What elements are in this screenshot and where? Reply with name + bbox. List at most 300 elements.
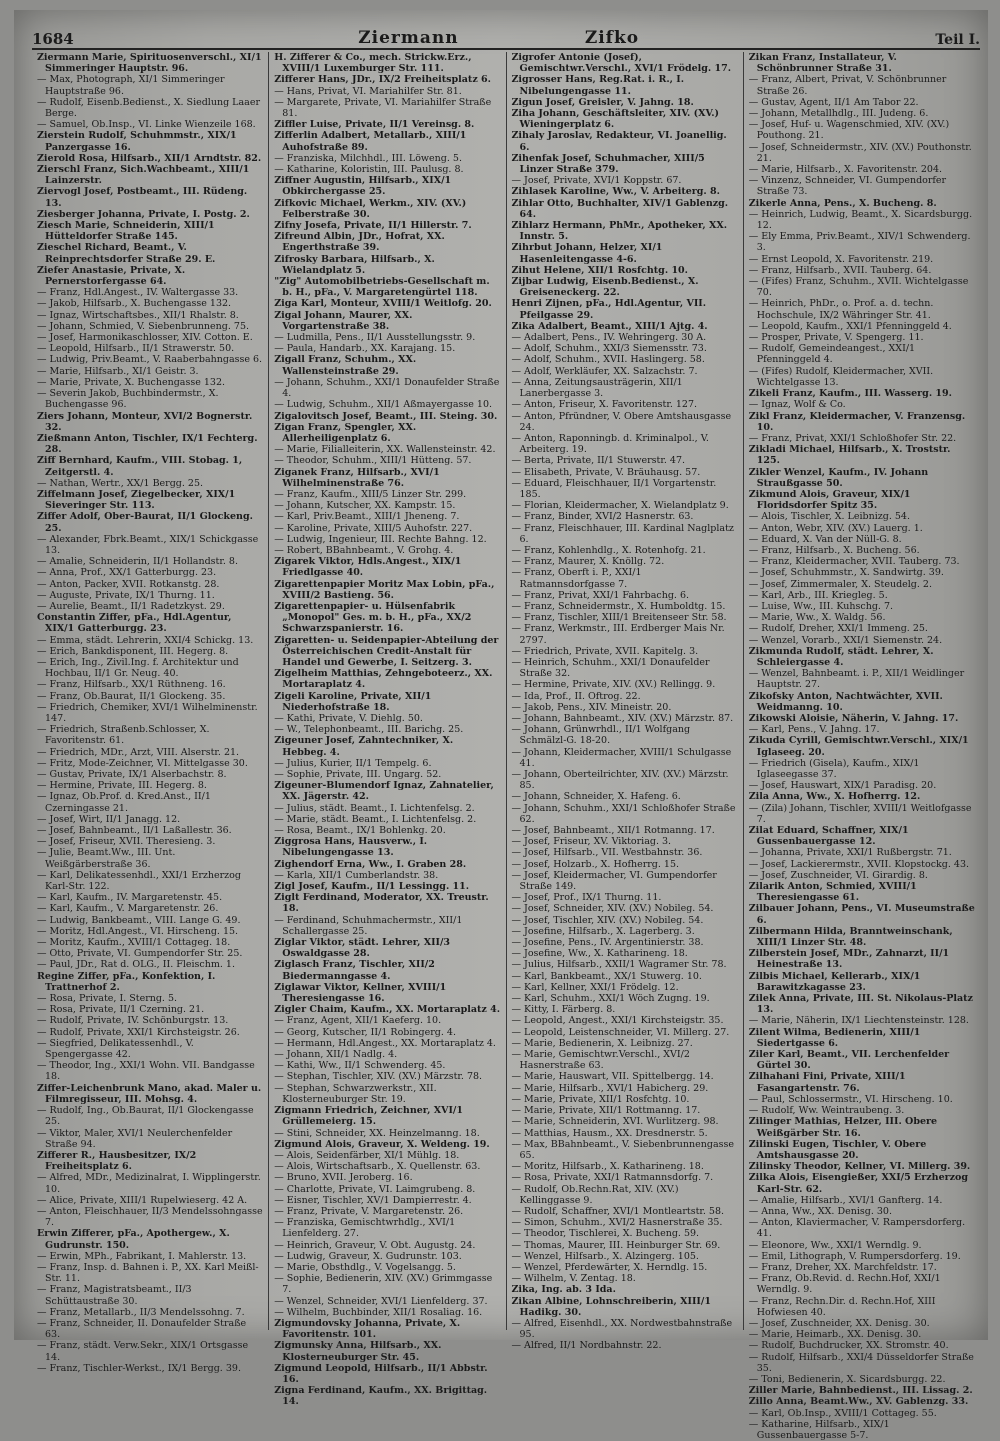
- directory-entry: — Elisabeth, Private, V. Bräuhausg. 57.: [511, 466, 701, 478]
- directory-entry: Zihenfak Josef, Schuhmacher, XIII/5 Linzer Straße 379.: [511, 152, 705, 176]
- directory-entry: — Gustav, Private, IX/1 Alserbachstr. 8.: [37, 769, 227, 780]
- directory-entry: — Leopold, Hilfsarb., II/1 Strawerstr. 50.: [37, 343, 235, 355]
- directory-entry: Zikl Franz, Kleidermacher, V. Franzensg. 10.: [748, 410, 966, 433]
- directory-entry: — Johann, Kutscher, XX. Kampstr. 15.: [274, 500, 456, 512]
- directory-entry: Zilbauer Johann, Pens., VI. Museumstraße 6.: [748, 903, 975, 926]
- directory-entry: — Marie, Private, XII/1 Rottmanng. 17.: [511, 1105, 701, 1117]
- directory-entry: — Ludmilla, Pens., II/1 Ausstellungsstr. 9.: [274, 332, 476, 344]
- directory-entry: — Nathan, Wertr., XX/1 Bergg. 25.: [37, 477, 204, 489]
- directory-entry: Zikowski Aloisie, Näherin, V. Jahng. 17.: [748, 712, 959, 724]
- directory-entry: — Rosa, Private, II/1 Czerning. 21.: [37, 1004, 205, 1016]
- directory-entry: — Franziska, Milchhdl., III. Löweng. 5.: [274, 152, 462, 164]
- directory-entry: — Rosa, Private, I. Sterng. 5.: [37, 993, 178, 1005]
- directory-entry: Zigarettenpapier- u. Hülsenfabrik „Monopol" Ges. m. b. H., pFa., XX/2 Schwarzspanierstr. 16.: [274, 600, 472, 635]
- directory-entry: — Paula, Handarb., XX. Karajang. 15.: [274, 343, 456, 355]
- directory-entry: Constantin Ziffer, pFa., Hdl.Agentur, XIX/1 Gatterburgg. 23.: [37, 612, 232, 635]
- directory-entry: — Johann, Grünwrhdl., II/1 Wolfgang Schmälzl-G. 18-20.: [511, 724, 691, 747]
- directory-entry: — Bruno, XVII. Jeroberg. 16.: [274, 1172, 413, 1184]
- directory-entry: — Josef, Lackierermstr., XVII. Klopstockg. 43.: [748, 858, 970, 870]
- directory-entry: — Josef, Friseur, XVII. Theresieng. 3.: [37, 836, 216, 848]
- directory-entry: — Georg, Kutscher, II/1 Robingerg. 4.: [274, 1026, 456, 1038]
- directory-entry: — Anna, Ww., XX. Denisg. 30.: [748, 1205, 892, 1217]
- directory-entry: — Josef, Zimmermaler, X. Steudelg. 2.: [748, 578, 932, 590]
- directory-entry: — Margarete, Private, VI. Mariahilfer Straße 81.: [274, 96, 492, 120]
- directory-entry: — Karl, Bankbeamt., XX/1 Stuwerg. 10.: [511, 970, 702, 982]
- directory-entry: Zihlasek Karoline, Ww., V. Arbeiterg. 8.: [511, 186, 720, 198]
- directory-entry: — Berta, Private, II/1 Stuwerstr. 47.: [511, 455, 686, 467]
- directory-entry: — Karl, Pens., V. Jahng. 17.: [748, 724, 880, 736]
- directory-entry: — Josef, Harmonikaschlosser, XIV. Cotton. E.: [37, 332, 253, 344]
- directory-entry: — Heinrich, Ludwig, Beamt., X. Sicardsburgg. 12.: [748, 208, 973, 232]
- directory-entry: — Ludwig, Schuhm., XII/1 Aßmayergasse 10.: [274, 399, 493, 411]
- directory-entry: Zigeuner Josef, Zahntechniker, X. Hebbeg. 4.: [274, 735, 454, 758]
- directory-entry: — Robert, BBahnbeamt., V. Grohg. 4.: [274, 544, 454, 556]
- directory-entry: — Marie, Bedienerin, X. Leibnizg. 27.: [511, 1037, 693, 1049]
- directory-entry: — Amalie, Schneiderin, II/1 Hollandstr. 8.: [37, 556, 238, 568]
- directory-entry: — Moritz, Hdl.Angest., VI. Hirscheng. 15.: [37, 925, 239, 937]
- directory-entry: — Max, BBahnbeamt., V. Siebenbrunnengasse 65.: [511, 1138, 734, 1161]
- directory-entry: — Marie, Gemischtwr.Verschl., XVI/2 Hasnerstraße 63.: [511, 1049, 690, 1072]
- directory-entry: — Karl, Priv.Beamt., XIII/1 Jheneng. 7.: [274, 511, 460, 523]
- directory-entry: Zifrosky Barbara, Hilfsarb., X. Wielandplatz 5.: [274, 253, 435, 276]
- directory-entry: Zilarik Anton, Schmied, XVIII/1 Theresiengasse 61.: [748, 881, 917, 904]
- directory-entry: Zigna Ferdinand, Kaufm., XX. Brigittag. 14.: [274, 1385, 488, 1408]
- directory-entry: Zigeuner-Blumendorf Ignaz, Zahnatelier, XX. Jägerstr. 42.: [274, 780, 494, 803]
- directory-entry: Ziefer Anastasie, Private, X. Pernerstorfergasse 64.: [37, 264, 186, 288]
- directory-entry: Ziha Johann, Geschäftsleiter, XIV. (XV.) Wieningerplatz 6.: [511, 108, 720, 131]
- directory-entry: — Josef, Huf- u. Wagenschmied, XIV. (XV.) Pouthong. 21.: [748, 119, 950, 142]
- directory-entry: Zillo Anna, Beamt.Ww., XV. Gablenzg. 33.: [748, 1396, 969, 1408]
- directory-entry: — Karoline, Private, XIII/5 Auhofstr. 227.: [274, 522, 473, 534]
- directory-entry: — Marie, städt. Beamt., I. Lichtenfelsg. 2.: [274, 813, 477, 825]
- directory-entry: — Marie, Hilfsarb., XVI/1 Habicherg. 29.: [511, 1082, 709, 1094]
- directory-entry: — Franz, Oberft i. P., XXI/1 Ratmannsdorfgasse 7.: [511, 567, 642, 590]
- directory-entry: — Johanna, Private, XXI/1 Rußbergstr. 71.: [748, 847, 952, 859]
- directory-entry: — Franz, Dreher, XX. Marchfeldstr. 17.: [748, 1261, 937, 1273]
- directory-entry: — Franz, städt. Verw.Sekr., XIX/1 Ortsgasse 14.: [37, 1340, 249, 1363]
- directory-entry: — Franz, Schneider, II. Donaufelder Straße 63.: [37, 1317, 247, 1341]
- directory-entry: — Alois, Tischler, X. Leibnizg. 54.: [748, 511, 910, 523]
- directory-entry: — Franz, Maurer, X. Knöllg. 72.: [511, 556, 665, 568]
- directory-entry: — Marie, Näherin, IX/1 Liechtensteinstr. 128.: [748, 1015, 969, 1027]
- directory-entry: — Kathi, Private, V. Diehlg. 50.: [274, 712, 423, 724]
- directory-entry: — Adolf, Schuhm., XXI/3 Siemensstr. 73.: [511, 343, 707, 355]
- directory-entry: Zigarek Viktor, Hdls.Angest., XIX/1 Friedlgasse 40.: [274, 556, 462, 579]
- directory-entry: — Julie, Beamt.Ww., III. Unt. Weißgärberstraße 36.: [37, 847, 176, 870]
- directory-entry: Zihut Helene, XII/1 Rosfchtg. 10.: [511, 264, 688, 276]
- directory-entry: — Josef, Prof., IX/1 Thurng. 11.: [511, 892, 662, 904]
- directory-entry: Zierschl Franz, Sich.Wachbeamt., XIII/1 Lainzerstr.: [37, 164, 250, 187]
- directory-entry: — Adolf, Werkläufer, XX. Salzachstr. 7.: [511, 365, 698, 377]
- directory-entry: — Franz, Private, V. Margaretenstr. 26.: [274, 1205, 464, 1217]
- directory-entry: — Katharine, Koloristin, III. Paulusg. 8.: [274, 164, 464, 176]
- directory-entry: — Josef, Tischler, XIV. (XV.) Nobileg. 54.: [511, 914, 704, 926]
- running-head-left: Ziermann: [358, 28, 459, 48]
- directory-entry: — Anton, Raponningb. d. Kriminalpol., V. Arbeiterg. 19.: [511, 432, 709, 456]
- directory-entry: — Johann, Metallhdlg., III. Judeng. 6.: [748, 108, 929, 120]
- directory-entry: — Marie, Hilfsarb., X. Favoritenstr. 204.: [748, 164, 943, 176]
- directory-entry: — Rudolf, Buchdrucker, XX. Stromstr. 40.: [748, 1340, 949, 1352]
- directory-entry: — Erich, Ing., Zivil.Ing. f. Architektur und Hochbau, II/1 Gr. Neug. 40.: [37, 656, 239, 680]
- directory-entry: Ziganek Franz, Hilfsarb., XVI/1 Wilhelminenstraße 76.: [274, 466, 440, 489]
- directory-entry: Ziglawar Viktor, Kellner, XVIII/1 Theresiengasse 16.: [274, 981, 447, 1005]
- directory-entry: — Leopold, Angest., XXI/1 Kirchsteigstr. 35.: [511, 1015, 724, 1027]
- directory-entry: — Anton, Friseur, X. Favoritenstr. 127.: [511, 399, 698, 411]
- directory-entry: — Rudolf, Gemeindeangest., XXI/1 Pfenninggeld 4.: [748, 343, 916, 366]
- directory-entry: — Sophie, Bedienerin, XIV. (XV.) Grimmgasse 7.: [274, 1273, 493, 1296]
- directory-entry: — Wenzel, Bahnbeamt. i. P., XII/1 Weidlinger Hauptstr. 27.: [748, 668, 965, 691]
- column-1: [32, 52, 269, 1374]
- directory-entry: — Wilhelm, V. Zentag. 18.: [511, 1273, 636, 1285]
- directory-entry: — Johann, Schneider, X. Hafeng. 6.: [511, 791, 681, 803]
- directory-entry: Zigrosser Hans, Reg.Rat. i. R., I. Nibelungengasse 11.: [511, 74, 685, 97]
- directory-entry: — Ferdinand, Schuhmachermstr., XII/1 Schallergasse 25.: [274, 914, 463, 937]
- directory-entry: Zießmann Anton, Tischler, IX/1 Fechterg. 28.: [37, 432, 258, 456]
- directory-entry: — Toni, Bedienerin, X. Sicardsburgg. 22.: [748, 1373, 946, 1385]
- directory-entry: — Rosa, Private, XXI/1 Ratmannsdorfg. 7.: [511, 1172, 714, 1184]
- directory-entry: — Franz, Fleischhauer, III. Kardinal Naglplatz 6.: [511, 522, 734, 545]
- directory-entry: — Karl, Schuhm., XXI/1 Wöch Zugng. 19.: [511, 993, 710, 1005]
- directory-entry: Zijbar Ludwig, Eisenb.Bedienst., X. Greiseneckerg. 22.: [511, 276, 699, 299]
- directory-entry: — Alexander, Fbrk.Beamt., XIX/1 Schickgasse 13.: [37, 533, 259, 556]
- directory-entry: Zifferer Hans, JDr., IX/2 Freiheitsplatz 6.: [274, 74, 491, 86]
- directory-entry: — Wenzel, Schneider, XVI/1 Lienfelderg. 37.: [274, 1295, 488, 1307]
- directory-entry: — Johann, Kleidermacher, XVIII/1 Schulgasse 41.: [511, 746, 732, 769]
- directory-entry: — Franz, Magistratsbeamt., II/3 Schüttaustraße 30.: [37, 1284, 192, 1307]
- directory-entry: — Stephan, Tischler, XIV. (XV.) Märzstr. 78.: [274, 1071, 483, 1083]
- directory-entry: — Heinrich, Schuhm., XXI/1 Donaufelder Straße 32.: [511, 656, 710, 680]
- directory-entry: — Franz, Kleidermacher, XVII. Tauberg. 73.: [748, 556, 960, 568]
- directory-entry: — (Fifes) Rudolf, Kleidermacher, XVII. Wichtelgasse 13.: [748, 365, 934, 388]
- directory-entry: Ziervogl Josef, Postbeamt., III. Rüdeng. 13.: [37, 186, 248, 209]
- directory-entry: — Josefine, Hilfsarb., X. Lagerberg. 3.: [511, 925, 695, 937]
- directory-entry: — Ignaz, Wirtschaftsbes., XII/1 Rhalstr. 8.: [37, 309, 239, 321]
- directory-entry: Ziglasch Franz, Tischler, XII/2 Biedermanngasse 4.: [274, 959, 435, 982]
- directory-entry: Ziff Bernhard, Kaufm., VIII. Stobag. 1, Zeitgerstl. 4.: [37, 455, 243, 478]
- directory-entry: Zilberstein Josef, MDr., Zahnarzt, II/1 Heinestraße 13.: [748, 948, 950, 971]
- directory-entry: — Marie, Filialleiterin, XX. Wallensteinstr. 42.: [274, 444, 496, 456]
- directory-entry: Zikan Franz, Installateur, V. Schönbrunner Straße 31.: [748, 52, 897, 75]
- directory-entry: — Karl, Kaufm., V. Margaretenstr. 26.: [37, 903, 219, 915]
- directory-entry: — Franz, Privat, XXI/1 Fahrbachg. 6.: [511, 589, 690, 601]
- directory-entry: — Hermine, Private, XIV. (XV.) Rellingg. 9.: [511, 679, 716, 691]
- directory-entry: Zifferer R., Hausbesitzer, IX/2 Freiheitsplatz 6.: [37, 1149, 197, 1173]
- directory-entry: Ziffelmann Josef, Ziegelbecker, XIX/1 Sieveringer Str. 113.: [37, 488, 236, 512]
- directory-entry: — Anna, Prof., XX/1 Gatterburgg. 23.: [37, 567, 217, 579]
- directory-entry: — Heinrich, PhDr., o. Prof. a. d. techn. Hochschule, IX/2 Währinger Str. 41.: [748, 298, 934, 321]
- directory-entry: Zila Anna, Ww., X. Hofherrg. 12.: [748, 791, 921, 803]
- directory-entry: — Ludwig, Priv.Beamt., V. Raaberbahngasse 6.: [37, 354, 263, 366]
- directory-entry: — Simon, Schuhm., XVI/2 Hasnerstraße 35.: [511, 1217, 723, 1229]
- page-number: 1684: [32, 30, 74, 48]
- directory-entry: — Friedrich, Private, XVII. Kapitelg. 3.: [511, 645, 699, 657]
- directory-entry: Henri Zijnen, pFa., Hdl.Agentur, VII. Pfeilgasse 29.: [511, 298, 707, 321]
- directory-entry: — Johann, Schmied, V. Siebenbrunneng. 75.: [37, 320, 250, 332]
- directory-entry: Zigaretten- u. Seidenpapier-Abteilung der Österreichischen Credit-Anstalt für Handel und Gewerbe, I. Seitzerg. 3.: [274, 634, 499, 668]
- directory-entry: Zigan Franz, Spengler, XX. Allerheiligenplatz 6.: [274, 421, 417, 444]
- directory-entry: Zigmann Friedrich, Zeichner, XVI/1 Grüllemeierg. 15.: [274, 1105, 463, 1128]
- directory-page: [14, 10, 988, 1441]
- directory-entry: — Josef, Wirt, II/1 Janagg. 12.: [37, 813, 181, 825]
- column-2: [269, 52, 506, 1408]
- directory-entry: — Josefine, Pens., IV. Argentinierstr. 38.: [511, 937, 704, 949]
- directory-entry: — Friedrich, Chemiker, XVI/1 Wilhelminenstr. 147.: [37, 701, 258, 724]
- directory-entry: Zilinsky Theodor, Kellner, VI. Millerg. 39.: [748, 1161, 971, 1173]
- directory-entry: Zilent Wilma, Bedienerin, XIII/1 Siedertgasse 6.: [748, 1026, 921, 1049]
- directory-entry: — Vinzenz, Schneider, VI. Gumpendorfer Straße 73.: [748, 175, 947, 198]
- column-4: [744, 52, 980, 1441]
- directory-entry: — Kathi, Ww., II/1 Schwenderg. 45.: [274, 1060, 446, 1072]
- directory-entry: — Johann, Oberteilrichter, XIV. (XV.) Märzstr. 85.: [511, 769, 729, 792]
- directory-entry: Zigal Johann, Maurer, XX. Vorgartenstraße 38.: [274, 309, 413, 332]
- directory-entry: Zieschel Richard, Beamt., V. Reinprechtsdorfer Straße 29. E.: [37, 242, 216, 265]
- directory-entry: Zigmunsky Anna, Hilfsarb., XX. Klosterneuburger Str. 45.: [274, 1340, 442, 1363]
- directory-entry: — Viktor, Maler, XVI/1 Neulerchenfelder Straße 94.: [37, 1127, 233, 1150]
- directory-entry: — Jakob, Hilfsarb., X. Buchengasse 132.: [37, 298, 232, 310]
- directory-entry: — Ludwig, Ingenieur, III. Rechte Bahng. 12.: [274, 533, 487, 545]
- directory-entry: Zifny Josefa, Private, II/1 Hillerstr. 7.: [274, 220, 472, 232]
- directory-entry: Ziesberger Johanna, Private, I. Postg. 2.: [37, 208, 250, 220]
- directory-entry: — Eisner, Tischler, XV/1 Dampierrestr. 4.: [274, 1194, 472, 1206]
- directory-entry: — Franz, Tischler-Werkst., IX/1 Bergg. 39.: [37, 1362, 241, 1374]
- directory-entry: — Franz, Hilfsarb., XX/1 Rüthneng. 16.: [37, 679, 226, 691]
- directory-entry: Ziermann Marie, Spirituosenverschl., XI/1 Simmeringer Hauptstr. 96.: [37, 52, 262, 75]
- directory-entry: — Samuel, Ob.Insp., VI. Linke Wienzeile 168.: [37, 119, 256, 131]
- directory-entry: — Franziska, Gemischtwrhdlg., XVI/1 Lienfelderg. 27.: [274, 1217, 456, 1240]
- column-3: [507, 52, 744, 1352]
- directory-entry: — Franz, Tischler, XIII/1 Breitenseer Str. 58.: [511, 612, 727, 624]
- directory-entry: — Rudolf, Ing., Ob.Baurat, II/1 Glockengasse 25.: [37, 1105, 254, 1128]
- directory-entry: "Zig" Automobilbetriebs-Gesellschaft m. b. H., pFa., V. Margaretengürtel 118.: [274, 276, 490, 299]
- directory-entry: — Thomas, Maurer, III. Heinburger Str. 69.: [511, 1239, 721, 1251]
- directory-entry: — Heinrich, Graveur, V. Obt. Augustg. 24.: [274, 1239, 476, 1251]
- directory-entry: — Marie, Heimarb., XX. Denisg. 30.: [748, 1329, 922, 1341]
- directory-entry: Ziers Johann, Monteur, XVI/2 Bognerstr. 32.: [37, 410, 253, 433]
- directory-entry: — Anton, Webr, XIV. (XV.) Lauerg. 1.: [748, 522, 923, 534]
- directory-entry: — Paul, Schlossermstr., VI. Hirscheng. 10.: [748, 1093, 953, 1105]
- directory-entry: Zihlar Otto, Buchhalter, XIV/1 Gablenzg. 64.: [511, 197, 729, 220]
- directory-entry: Zigl Josef, Kaufm., II/1 Lessingg. 11.: [274, 881, 470, 893]
- directory-entry: — Josef, Schuhmmstr., X. Sandwirtg. 39.: [748, 567, 944, 579]
- directory-entry: — Marie, Private, X. Buchengasse 132.: [37, 376, 226, 388]
- directory-entry: — Auguste, Private, IX/1 Thurng. 11.: [37, 589, 215, 601]
- directory-entry: — Marie, Hilfsarb., XI/1 Geistr. 3.: [37, 365, 199, 377]
- directory-entry: — Rudolf, Ww. Weintraubeng. 3.: [748, 1105, 905, 1117]
- directory-entry: — Anton, Klaviermacher, V. Rampersdorferg. 41.: [748, 1217, 966, 1240]
- directory-entry: — Ludwig, Bankbeamt., VIII. Lange G. 49.: [37, 914, 241, 926]
- directory-entry: — Kitty, I. Färberg. 8.: [511, 1004, 616, 1016]
- directory-entry: — Julius, Kurier, II/1 Tempelg. 6.: [274, 757, 432, 769]
- directory-entry: — Franz, Kaufm., XIII/5 Linzer Str. 299.: [274, 488, 467, 500]
- directory-entry: — Ignaz, Wolf & Co.: [748, 399, 846, 411]
- directory-entry: Zikuda Cyrill, Gemischtwr.Verschl., XIX/1 Iglaseeg. 20.: [748, 735, 969, 758]
- directory-entry: Zigall Franz, Schuhm., XX. Wallensteinstraße 29.: [274, 354, 417, 377]
- directory-entry: — Hans, Privat, VI. Mariahilfer Str. 81.: [274, 85, 462, 97]
- directory-entry: Zigun Josef, Greisler, V. Jahng. 18.: [511, 96, 694, 108]
- directory-entry: — Theodor, Tischlerei, X. Bucheng. 59.: [511, 1228, 700, 1240]
- directory-entry: Zilbermann Hilda, Branntweinschank, XIII/1 Linzer Str. 48.: [748, 925, 953, 949]
- directory-entry: — (Zila) Johann, Tischler, XVIII/1 Weitlofgasse 7.: [748, 802, 972, 825]
- directory-entry: Zikmund Alois, Graveur, XIX/1 Floridsdorfer Spitz 35.: [748, 488, 911, 512]
- directory-entry: — Franz, Privat, XXI/1 Schloßhofer Str. 22.: [748, 432, 957, 444]
- directory-entry: Zigmund Leopold, Hilfsarb., II/1 Abbstr. 16.: [274, 1362, 488, 1385]
- directory-entry: — Josefine, Ww., X. Katharineng. 18.: [511, 948, 688, 960]
- directory-entry: Zikerle Anna, Pens., X. Bucheng. 8.: [748, 197, 937, 209]
- directory-entry: — Moritz, Kaufm., XVIII/1 Cottageg. 18.: [37, 937, 231, 949]
- directory-entry: Ziesch Marie, Schneiderin, XIII/1 Hütteldorfer Straße 145.: [37, 220, 215, 243]
- directory-entry: — Alfred, Eisenhdl., XX. Nordwestbahnstraße 95.: [511, 1317, 733, 1341]
- directory-entry: — Otto, Private, VI. Gumpendorfer Str. 25.: [37, 948, 243, 960]
- directory-entry: — Rudolf, Private, XXI/1 Kirchsteigstr. 26.: [37, 1026, 240, 1038]
- directory-entry: Zierstein Rudolf, Schuhmmstr., XIX/1 Panzergasse 16.: [37, 130, 237, 153]
- directory-entry: — Alfred, MDr., Medizinalrat, I. Wipplingerstr. 10.: [37, 1172, 261, 1195]
- directory-entry: Zilbis Michael, Kellerarb., XIX/1 Barawitzkagasse 23.: [748, 970, 921, 993]
- directory-entry: Zihaly Jaroslav, Redakteur, VI. Joanellig. 6.: [511, 130, 727, 153]
- directory-entry: Zigmundovsky Johanna, Private, X. Favoritenstr. 101.: [274, 1317, 461, 1341]
- directory-entry: Zilhahani Fini, Private, XIII/1 Fasangartenstr. 76.: [748, 1071, 906, 1094]
- directory-entry: — Franz, Agent, XII/1 Kaeferg. 10.: [274, 1015, 442, 1027]
- directory-entry: — Stephan, Schwarzwerkstr., XII. Klosterneuburger Str. 19.: [274, 1082, 437, 1105]
- directory-entry: H. Zifferer & Co., mech. Strickw.Erz., XVIII/1 Luxemburger Str. 111.: [274, 52, 472, 75]
- directory-entry: — Julius, Hilfsarb., XXII/1 Wagramer Str. 78.: [511, 959, 727, 971]
- directory-entry: — Aurelie, Beamt., II/1 Radetzkyst. 29.: [37, 600, 225, 612]
- directory-entry: Ziffer-Leichenbrunk Mano, akad. Maler u. Filmregisseur, III. Mohsg. 4.: [37, 1082, 262, 1105]
- directory-entry: — Franz, Ob.Baurat, II/1 Glockeng. 35.: [37, 690, 226, 702]
- directory-entry: — Rudolf, Private, IV. Schönburgstr. 13.: [37, 1015, 229, 1027]
- directory-entry: — Franz, Hilfsarb., X. Bucheng. 56.: [748, 544, 920, 556]
- directory-entry: — (Fifes) Franz, Schuhm., XVII. Wichtelgasse 70.: [748, 276, 969, 299]
- directory-entry: Ziglt Ferdinand, Moderator, XX. Treustr. 18.: [274, 892, 489, 915]
- directory-entry: — Josef, Schneidermstr., XIV. (XV.) Pouthonstr. 21.: [748, 141, 972, 164]
- directory-entry: — Erwin, MPh., Fabrikant, I. Mahlerstr. 13.: [37, 1250, 247, 1262]
- directory-entry: — Max, Photograph, XI/1 Simmeringer Hauptstraße 96.: [37, 74, 225, 97]
- directory-entry: — Rudolf, Hilfsarb., XXI/4 Düsseldorfer Straße 35.: [748, 1351, 974, 1374]
- directory-entry: — Amalie, Hilfsarb., XVI/1 Ganfterg. 14.: [748, 1194, 943, 1206]
- directory-entry: — Johann, Schuhm., XXI/1 Schloßhofer Straße 62.: [511, 802, 736, 825]
- directory-entry: — Franz, Kohlenhdlg., X. Rotenhofg. 21.: [511, 544, 706, 556]
- directory-entry: — W., Telephonbeamt., III. Barichg. 25.: [274, 724, 464, 736]
- directory-entry: Erwin Zifferer, pFa., Apothergew., X. Gudrunstr. 150.: [37, 1228, 230, 1251]
- directory-entry: Ziffner Augustin, Hilfsarb., XIX/1 Obkirchergasse 25.: [274, 175, 452, 198]
- directory-entry: — Emil, Lithograph, V. Rumpersdorferg. 19.: [748, 1250, 961, 1262]
- directory-entry: — Friedrich, Straßenb.Schlosser, X. Favoritenstr. 61.: [37, 724, 210, 747]
- directory-entry: Zifreund Albin, JDr., Hofrat, XX. Engerthstraße 39.: [274, 231, 445, 254]
- directory-entry: — Ely Emma, Priv.Beamt., XIV/1 Schwenderg. 3.: [748, 231, 971, 254]
- directory-entry: — Karl, Kellner, XXI/1 Frödelg. 12.: [511, 981, 679, 993]
- directory-entry: — Josef, Hauswart, XIX/1 Paradisg. 20.: [748, 780, 937, 792]
- directory-entry: — Luise, Ww., III. Kuhschg. 7.: [748, 600, 894, 612]
- directory-entry: Ziler Karl, Beamt., VII. Lerchenfelder Gürtel 30.: [748, 1049, 950, 1072]
- directory-entry: Zikler Wenzel, Kaufm., IV. Johann Straußgasse 50.: [748, 466, 929, 489]
- directory-entry: — Anton, Pfründner, V. Obere Amtshausgasse 24.: [511, 410, 732, 433]
- directory-entry: Zilek Anna, Private, III. St. Nikolaus-Platz 13.: [748, 993, 973, 1016]
- directory-entry: — Rudolf, Ob.Rechn.Rat, XIV. (XV.) Kellinggasse 9.: [511, 1183, 679, 1206]
- directory-entry: — Franz, Hdl.Angest., IV. Waltergasse 33.: [37, 287, 239, 299]
- directory-entry: — Franz, Schneidermstr., X. Humboldtg. 15.: [511, 600, 726, 612]
- directory-entry: — Charlotte, Private, VI. Laimgrubeng. 8.: [274, 1183, 476, 1195]
- directory-entry: — Florian, Kleidermacher, X. Wielandplatz 9.: [511, 500, 729, 512]
- directory-entry: — Marie, Obsthdlg., V. Vogelsangg. 5.: [274, 1261, 456, 1273]
- directory-entry: Ziffler Luise, Private, II/1 Vereinsg. 8.: [274, 119, 475, 131]
- directory-entry: — Fritz, Mode-Zeichner, VI. Mittelgasse 30.: [37, 757, 248, 769]
- directory-entry: — Franz, Insp. d. Bahnen i. P., XX. Karl Meißl-Str. 11.: [37, 1261, 259, 1285]
- directory-entry: — Theodor, Schuhm., XIII/1 Hütteng. 57.: [274, 455, 472, 467]
- directory-entry: — Josef, Holzarb., X. Hofherrg. 15.: [511, 858, 680, 870]
- directory-entry: — Karl, Delikatessenhdl., XXI/1 Erzherzog Karl-Str. 122.: [37, 869, 241, 893]
- directory-entry: — Ignaz, Ob.Prof. d. Kred.Anst., II/1 Czerningasse 21.: [37, 791, 211, 814]
- directory-entry: Zilka Alois, Eisengießer, XXI/5 Erzherzog Karl-Str. 62.: [748, 1172, 969, 1195]
- directory-entry: Zigrofer Antonie (Josef), Gemischtwr.Verschl., XVI/1 Frödelg. 17.: [511, 52, 732, 75]
- directory-entry: — Josef, Bahnbeamt., II/1 Laßallestr. 36.: [37, 825, 232, 837]
- directory-entry: — Franz, Rechn.Dir. d. Rechn.Hof, XIII Hofwiesen 40.: [748, 1295, 936, 1318]
- directory-entry: — Alfred, II/1 Nordbahnstr. 22.: [511, 1340, 662, 1352]
- directory-entry: — Karla, XII/1 Cumberlandstr. 38.: [274, 869, 439, 881]
- directory-entry: — Josef, Schneider, XIV. (XV.) Nobileg. 54.: [511, 903, 714, 915]
- directory-entry: Zifferlin Adalbert, Metallarb., XIII/1 Auhofstraße 89.: [274, 130, 467, 153]
- directory-entry: — Paul, JDr., Rat d. OLG., II. Fleischm. 1.: [37, 959, 235, 971]
- directory-entry: Ziggrosa Hans, Hausverw., I. Nibelungengasse 13.: [274, 836, 428, 859]
- directory-entry: — Alois, Seidenfärber, XI/1 Mühlg. 18.: [274, 1149, 460, 1161]
- directory-entry: Zihlarz Hermann, PhMr., Apotheker, XX. Innstr. 5.: [511, 220, 727, 243]
- directory-entry: — Alice, Private, XIII/1 Rupelwieserg. 42 A.: [37, 1194, 248, 1206]
- directory-entry: — Marie, Ww., X. Waldg. 56.: [748, 612, 886, 624]
- directory-entry: — Karl, Arb., III. Kriegleg. 5.: [748, 589, 888, 601]
- directory-entry: Zika, Ing. ab. 3 Ida.: [511, 1284, 616, 1296]
- directory-entry: — Stini, Schneider, XX. Heinzelmanng. 18.: [274, 1127, 480, 1139]
- directory-entry: — Marie, Schneiderin, XVI. Wurlitzerg. 98.: [511, 1116, 719, 1128]
- directory-entry: Zikeli Franz, Kaufm., III. Wasserg. 19.: [748, 388, 952, 400]
- directory-entry: — Friedrich (Gisela), Kaufm., XIX/1 Iglaseegasse 37.: [748, 757, 920, 780]
- part-label: Teil I.: [935, 32, 980, 48]
- directory-entry: Ziglar Viktor, städt. Lehrer, XII/3 Oswaldgasse 28.: [274, 937, 451, 960]
- directory-entry: — Ida, Prof., II. Oftrog. 22.: [511, 690, 641, 702]
- directory-entry: — Marie, Hauswart, VII. Spittelbergg. 14.: [511, 1071, 714, 1083]
- directory-entry: — Josef, Kleidermacher, VI. Gumpendorfer Straße 149.: [511, 869, 717, 893]
- directory-entry: — Johann, Bahnbeamt., XIV. (XV.) Märzstr. 87.: [511, 712, 734, 724]
- directory-entry: — Franz, Albert, Privat, V. Schönbrunner Straße 26.: [748, 74, 947, 97]
- directory-entry: — Ludwig, Graveur, X. Gudrunstr. 103.: [274, 1250, 462, 1262]
- directory-entry: — Ernst Leopold, X. Favoritenstr. 219.: [748, 253, 934, 265]
- directory-entry: Zikladi Michael, Hilfsarb., X. Troststr. 125.: [748, 444, 951, 467]
- directory-entry: — Siegfried, Delikatessenhdl., V. Spengergasse 42.: [37, 1037, 194, 1061]
- directory-entry: — Anton, Packer, XVII. Rotkanstg. 28.: [37, 578, 220, 590]
- directory-entry: — Sophie, Private, III. Ungarg. 52.: [274, 769, 442, 780]
- directory-entry: — Eduard, Fleischhauer, II/1 Vorgartenstr. 185.: [511, 477, 717, 500]
- directory-entry: Zigelheim Matthias, Zehngeboteerz., XX. Mortaraplatz 4.: [274, 668, 493, 691]
- directory-entry: Zigler Chaim, Kaufm., XX. Mortaraplatz 4.: [274, 1004, 501, 1016]
- directory-entry: — Marie, Private, XII/1 Rosfchtg. 10.: [511, 1093, 690, 1105]
- directory-entry: — Eduard, X. Van der Nüll-G. 8.: [748, 533, 902, 545]
- directory-entry: — Leopold, Leistenschneider, VI. Millerg. 27.: [511, 1026, 730, 1038]
- directory-entry: — Johann, XII/1 Nadlg. 4.: [274, 1049, 398, 1061]
- directory-entry: — Franz, Ob.Revid. d. Rechn.Hof, XXI/1 Werndlg. 9.: [748, 1273, 941, 1296]
- directory-entry: — Leopold, Kaufm., XXI/1 Pfenninggeld 4.: [748, 320, 952, 332]
- directory-entry: Zikan Albine, Lohnschreiberin, XIII/1 Hadikg. 30.: [511, 1295, 711, 1318]
- directory-entry: — Johann, Schuhm., XXI/1 Donaufelder Straße 4.: [274, 376, 500, 400]
- directory-entry: Regine Ziffer, pFa., Konfektion, I. Trattnerhof 2.: [37, 970, 216, 993]
- directory-entry: — Moritz, Hilfsarb., X. Katharineng. 18.: [511, 1161, 704, 1173]
- directory-entry: — Alois, Wirtschaftsarb., X. Quellenstr. 63.: [274, 1161, 481, 1173]
- directory-entry: Zierold Rosa, Hilfsarb., XII/1 Arndtstr. 82.: [37, 152, 262, 164]
- page-header: [32, 24, 980, 50]
- directory-entry: — Josef, Zuschneider, XX. Denisg. 30.: [748, 1317, 930, 1329]
- directory-entry: — Severin Jakob, Buchbindermstr., X. Buchengasse 96.: [37, 388, 219, 411]
- directory-entry: — Wenzel, Pferdewärter, X. Herndlg. 15.: [511, 1261, 708, 1273]
- directory-entry: Ziga Karl, Monteur, XVIII/1 Weitlofg. 20.: [274, 298, 492, 310]
- directory-entry: — Karl, Kaufm., IV. Margaretenstr. 45.: [37, 892, 223, 904]
- running-head-right: Zifko: [584, 28, 640, 48]
- directory-entry: Zigmund Alois, Graveur, X. Weldeng. 19.: [274, 1138, 490, 1150]
